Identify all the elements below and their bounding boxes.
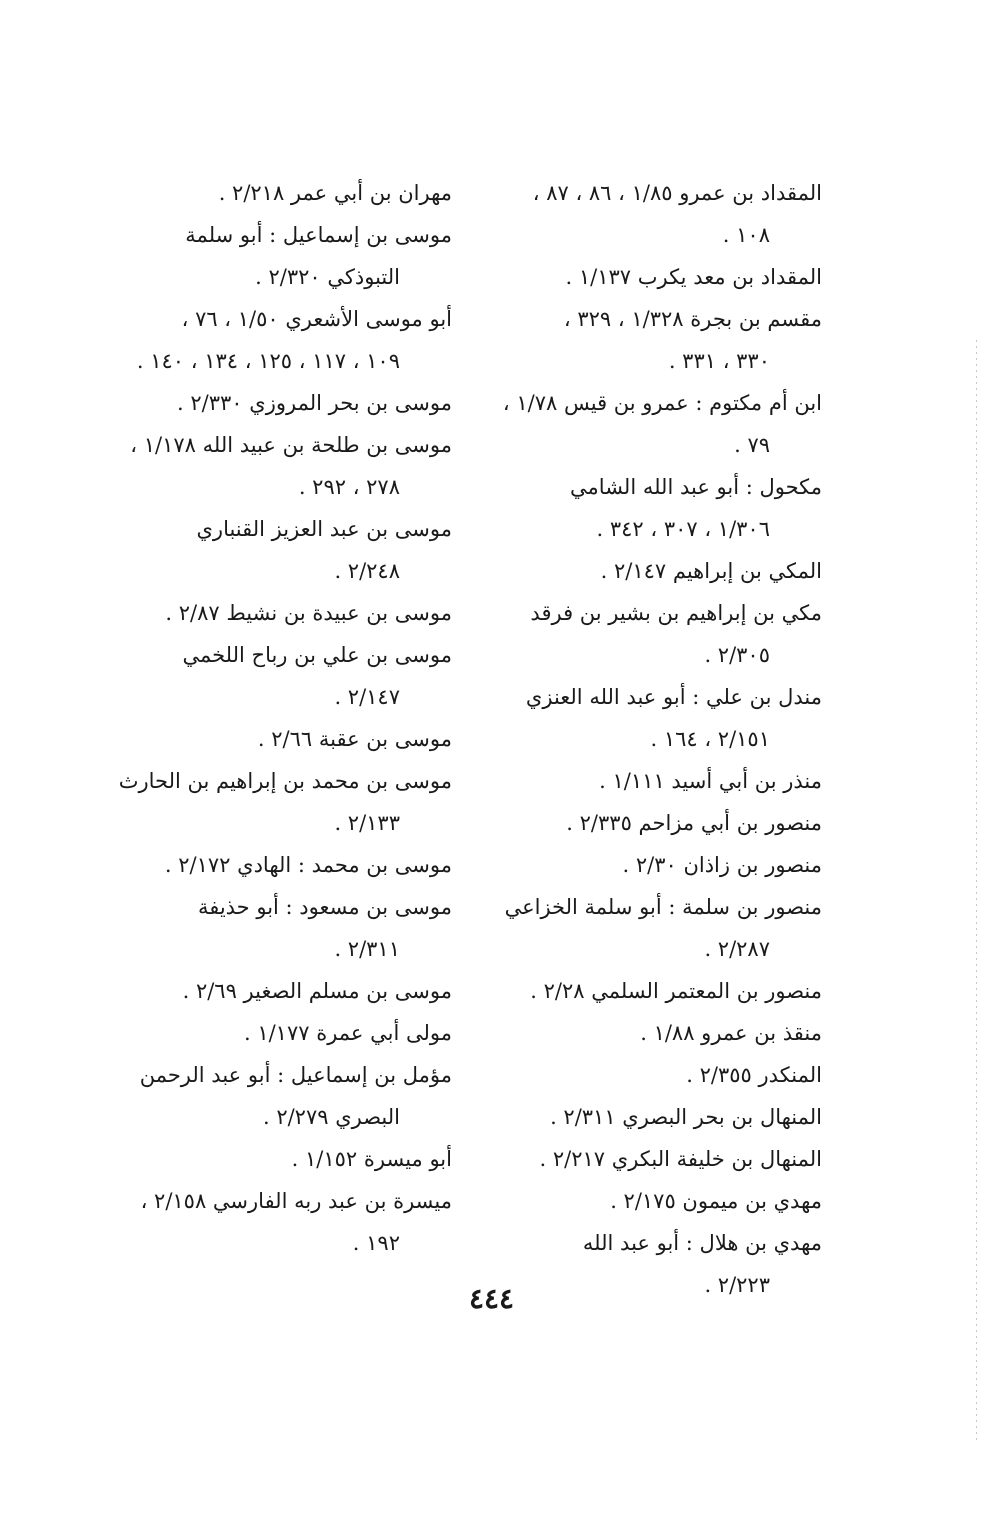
index-entry [487, 886, 822, 970]
index-entry-text: منصور بن زاذان ٢/٣٠ . [622, 853, 822, 877]
index-entry-continuation: ٢/٢٢٣ . [704, 1273, 770, 1297]
index-entry-continuation: ١٠٩ ، ١١٧ ، ١٢٥ ، ١٣٤ ، ١٤٠ . [136, 349, 400, 373]
index-entry-text: موسى بن مسلم الصغير ٢/٦٩ . [182, 979, 452, 1003]
index-entry [487, 256, 822, 298]
index-entry-text: موسى بن عبد العزيز القنباري [196, 517, 452, 541]
index-entry-text: ابن أم مكتوم : عمرو بن قيس ١/٧٨ ، [502, 391, 822, 415]
index-entry [117, 172, 452, 214]
index-entry-continuation: ٧٩ . [734, 433, 770, 457]
index-entry [487, 172, 822, 256]
index-entry [117, 1180, 452, 1264]
index-entry [487, 1180, 822, 1222]
index-entry-text: مكحول : أبو عبد الله الشامي [570, 475, 822, 499]
index-entry [487, 1096, 822, 1138]
index-entry-continuation: ٢٧٨ ، ٢٩٢ . [298, 475, 400, 499]
index-entry-text: ميسرة بن عبد ربه الفارسي ٢/١٥٨ ، [140, 1189, 452, 1213]
index-entry [487, 592, 822, 676]
index-entry [117, 298, 452, 382]
index-entry-continuation: البصري ٢/٢٧٩ . [262, 1105, 400, 1129]
index-entry [117, 970, 452, 1012]
index-entry-text: منصور بن أبي مزاحم ٢/٣٣٥ . [566, 811, 822, 835]
index-entry [117, 886, 452, 970]
index-entry [117, 844, 452, 886]
index-entry [487, 676, 822, 760]
index-entry-continuation: ١٠٨ . [722, 223, 770, 247]
index-entry-text: منصور بن المعتمر السلمي ٢/٢٨ . [530, 979, 822, 1003]
index-entry [487, 466, 822, 550]
index-entry-text: موسى بن إسماعيل : أبو سلمة [185, 223, 452, 247]
index-entry-text: المقداد بن معد يكرب ١/١٣٧ . [565, 265, 822, 289]
index-entry [117, 508, 452, 592]
index-entry [487, 760, 822, 802]
index-entry-text: المنهال بن خليفة البكري ٢/٢١٧ . [539, 1147, 822, 1171]
index-entry [487, 802, 822, 844]
index-entry [487, 1054, 822, 1096]
index-entry [117, 634, 452, 718]
index-entry [117, 382, 452, 424]
index-entry-text: موسى بن مسعود : أبو حذيفة [197, 895, 452, 919]
index-column-left [117, 172, 452, 1264]
index-entry-text: مقسم بن بجرة ١/٣٢٨ ، ٣٢٩ ، [563, 307, 822, 331]
index-entry-text: المقداد بن عمرو ١/٨٥ ، ٨٦ ، ٨٧ ، [532, 181, 822, 205]
index-entry-text: أبو موسى الأشعري ١/٥٠ ، ٧٦ ، [181, 307, 452, 331]
index-entry-text: مهدي بن ميمون ٢/١٧٥ . [610, 1189, 822, 1213]
index-entry-text: المنهال بن بحر البصري ٢/٣١١ . [550, 1105, 822, 1129]
index-entry [487, 298, 822, 382]
index-entry-text: مهران بن أبي عمر ٢/٢١٨ . [218, 181, 452, 205]
index-entry-text: موسى بن محمد : الهادي ٢/١٧٢ . [164, 853, 452, 877]
index-entry [487, 1138, 822, 1180]
index-entry [117, 718, 452, 760]
index-entry-continuation: ٢/١٥١ ، ١٦٤ . [650, 727, 770, 751]
index-entry-text: مؤمل بن إسماعيل : أبو عبد الرحمن [139, 1063, 452, 1087]
index-entry-text: موسى بن بحر المروزي ٢/٣٣٠ . [177, 391, 452, 415]
index-entry [487, 970, 822, 1012]
index-entry-continuation: ١/٣٠٦ ، ٣٠٧ ، ٣٤٢ . [596, 517, 770, 541]
index-entry [117, 214, 452, 298]
index-entry-continuation: ٢/١٤٧ . [334, 685, 400, 709]
index-entry-text: موسى بن طلحة بن عبيد الله ١/١٧٨ ، [130, 433, 452, 457]
index-entry-continuation: ٢/٢٤٨ . [334, 559, 400, 583]
index-entry [117, 424, 452, 508]
index-entry [487, 382, 822, 466]
index-entry-text: موسى بن محمد بن إبراهيم بن الحارث [118, 769, 452, 793]
index-entry [117, 1012, 452, 1054]
index-entry-text: مولى أبي عمرة ١/١٧٧ . [243, 1021, 452, 1045]
index-entry-text: موسى بن عبيدة بن نشيط ٢/٨٧ . [165, 601, 452, 625]
index-entry [487, 550, 822, 592]
index-entry-text: المكي بن إبراهيم ٢/١٤٧ . [600, 559, 822, 583]
scan-edge-line [976, 340, 977, 1440]
index-entry [117, 592, 452, 634]
index-entry-text: منقذ بن عمرو ١/٨٨ . [640, 1021, 822, 1045]
index-entry-text: أبو ميسرة ١/١٥٢ . [291, 1147, 452, 1171]
index-entry [117, 760, 452, 844]
index-entry-text: موسى بن علي بن رباح اللخمي [182, 643, 452, 667]
index-entry-text: موسى بن عقبة ٢/٦٦ . [257, 727, 452, 751]
index-entry-text: مهدي بن هلال : أبو عبد الله [582, 1231, 822, 1255]
index-entry-text: مكي بن إبراهيم بن بشير بن فرقد [530, 601, 822, 625]
index-entry-continuation: ٣٣٠ ، ٣٣١ . [668, 349, 770, 373]
index-entry-continuation: ٢/٣١١ . [334, 937, 400, 961]
index-entry [487, 844, 822, 886]
index-entry-text: منذر بن أبي أسيد ١/١١١ . [599, 769, 822, 793]
index-entry [117, 1054, 452, 1138]
index-entry-text: منصور بن سلمة : أبو سلمة الخزاعي [504, 895, 822, 919]
index-entry [117, 1138, 452, 1180]
index-entry-continuation: ١٩٢ . [352, 1231, 400, 1255]
index-entry-continuation: التبوذكي ٢/٣٢٠ . [255, 265, 400, 289]
index-entry-continuation: ٢/١٣٣ . [334, 811, 400, 835]
index-entry-text: المنكدر ٢/٣٥٥ . [686, 1063, 822, 1087]
index-column-right [487, 172, 822, 1306]
index-entry-text: مندل بن علي : أبو عبد الله العنزي [525, 685, 822, 709]
index-entry [487, 1012, 822, 1054]
index-entry-continuation: ٢/٢٨٧ . [704, 937, 770, 961]
index-entry-continuation: ٢/٣٠٥ . [704, 643, 770, 667]
page-number: ٤٤٤ [468, 1282, 515, 1315]
